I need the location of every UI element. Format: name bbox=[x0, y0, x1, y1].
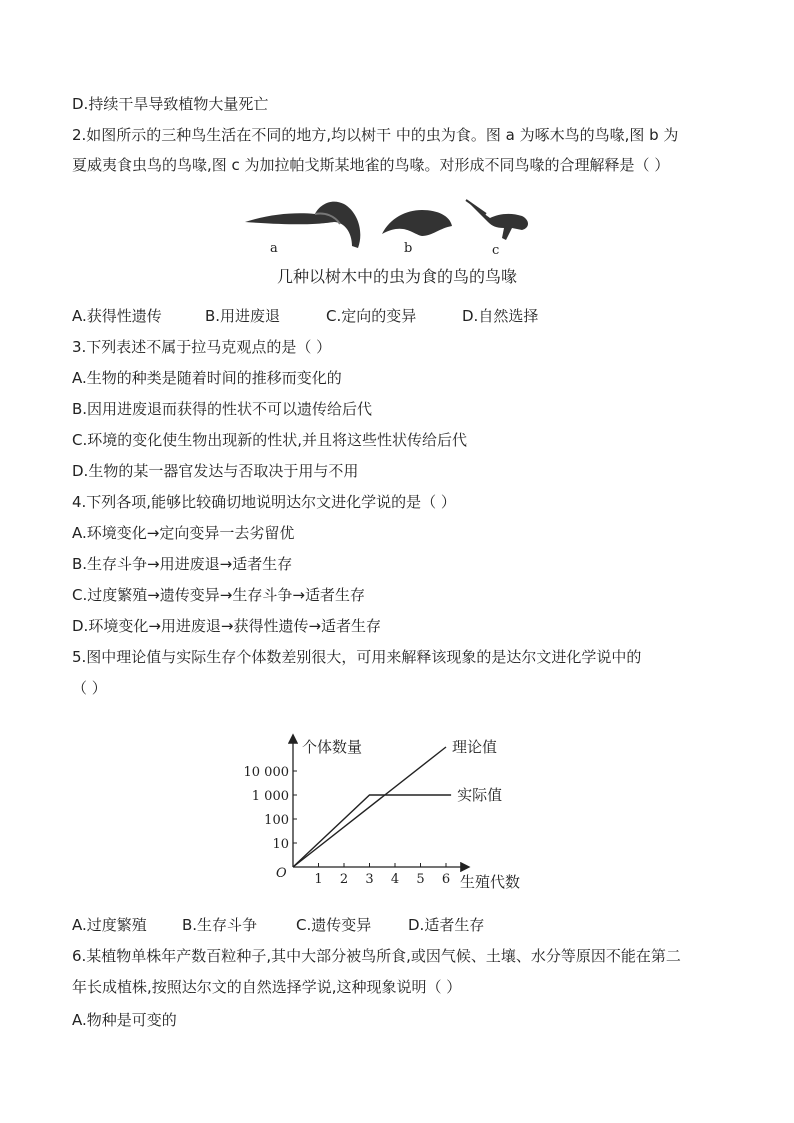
chart-x-tick-label: 5 bbox=[416, 872, 425, 887]
question-6-line-2: 年长成植株,按照达尔文的自然选择学说,这种现象说明（ ） bbox=[72, 978, 462, 996]
chart-xlabel: 生殖代数 bbox=[460, 873, 521, 891]
chart-x-tick-label: 2 bbox=[339, 872, 349, 887]
question-3: 3.下列表述不属于拉马克观点的是（ ） bbox=[72, 338, 332, 356]
question-5-line-2: （ ） bbox=[72, 679, 107, 697]
option-q2-d: D.自然选择 bbox=[462, 307, 539, 325]
chart-x-tick-label: 3 bbox=[365, 872, 374, 887]
option-q2-a: A.获得性遗传 bbox=[72, 307, 162, 325]
question-2-line-2: 夏威夷食虫鸟的鸟喙,图 c 为加拉帕戈斯某地雀的鸟喙。对形成不同鸟喙的合理解释是（ ） bbox=[72, 156, 670, 174]
option-q5-d: D.适者生存 bbox=[408, 916, 485, 934]
question-5-line-1: 5.图中理论值与实际生存个体数差别很大，可用来解释该现象的是达尔文进化学说中的 bbox=[72, 648, 642, 666]
question-4: 4.下列各项,能够比较确切地说明达尔文进化学说的是（ ） bbox=[72, 493, 456, 511]
option-q4-b: B.生存斗争→用进废退→适者生存 bbox=[72, 555, 293, 573]
chart-series-label: 理论值 bbox=[452, 738, 498, 756]
beak-c-icon bbox=[466, 200, 528, 240]
option-q5-b: B.生存斗争 bbox=[182, 916, 258, 934]
option-q3-b: B.因用进废退而获得的性状不可以遗传给后代 bbox=[72, 400, 373, 418]
beak-figure bbox=[240, 192, 540, 258]
chart-x-tick-label: 1 bbox=[314, 872, 323, 887]
chart-y-tick-label: 1 000 bbox=[251, 789, 289, 804]
option-q2-b: B.用进废退 bbox=[205, 307, 281, 325]
chart-x-tick-label: 4 bbox=[390, 872, 400, 887]
option-q4-a: A.环境变化→定向变异一去劣留优 bbox=[72, 524, 295, 542]
option-q2-c: C.定向的变异 bbox=[326, 307, 417, 325]
option-q3-a: A.生物的种类是随着时间的推移而变化的 bbox=[72, 369, 342, 387]
chart-y-tick-label: 10 bbox=[272, 837, 289, 852]
beak-label-b: b bbox=[404, 241, 413, 256]
question-2-line-1: 2.如图所示的三种鸟生活在不同的地方,均以树干 中的虫为食。图 a 为啄木鸟的鸟喙,图 b 为 bbox=[72, 126, 679, 144]
beak-figure-caption: 几种以树木中的虫为食的鸟的鸟喙 bbox=[276, 267, 517, 286]
beak-b-icon bbox=[382, 210, 452, 236]
chart-ylabel: 个体数量 bbox=[302, 738, 363, 756]
option-q4-d: D.环境变化→用进废退→获得性遗传→适者生存 bbox=[72, 617, 382, 635]
chart-y-tick-label: 10 000 bbox=[243, 765, 289, 780]
beak-label-a: a bbox=[270, 241, 278, 256]
option-q4-c: C.过度繁殖→遗传变异→生存斗争→适者生存 bbox=[72, 586, 365, 604]
option-q5-c: C.遗传变异 bbox=[296, 916, 372, 934]
option-q1-d: D.持续干旱导致植物大量死亡 bbox=[72, 95, 269, 113]
population-chart bbox=[230, 730, 540, 896]
chart-origin-label: O bbox=[276, 866, 287, 881]
chart-x-tick-label: 6 bbox=[441, 872, 451, 887]
option-q6-a: A.物种是可变的 bbox=[72, 1011, 177, 1029]
question-6-line-1: 6.某植物单株年产数百粒种子,其中大部分被鸟所食,或因气候、土壤、水分等原因不能在第二 bbox=[72, 947, 681, 965]
option-q3-d: D.生物的某一器官发达与否取决于用与不用 bbox=[72, 462, 359, 480]
chart-series-label: 实际值 bbox=[457, 786, 503, 804]
beak-a-icon bbox=[245, 202, 360, 248]
option-q5-a: A.过度繁殖 bbox=[72, 916, 147, 934]
chart-series-line-0 bbox=[293, 747, 446, 867]
chart-y-tick-label: 100 bbox=[264, 813, 289, 828]
beak-label-c: c bbox=[492, 243, 500, 258]
option-q3-c: C.环境的变化使生物出现新的性状,并且将这些性状传给后代 bbox=[72, 431, 468, 449]
